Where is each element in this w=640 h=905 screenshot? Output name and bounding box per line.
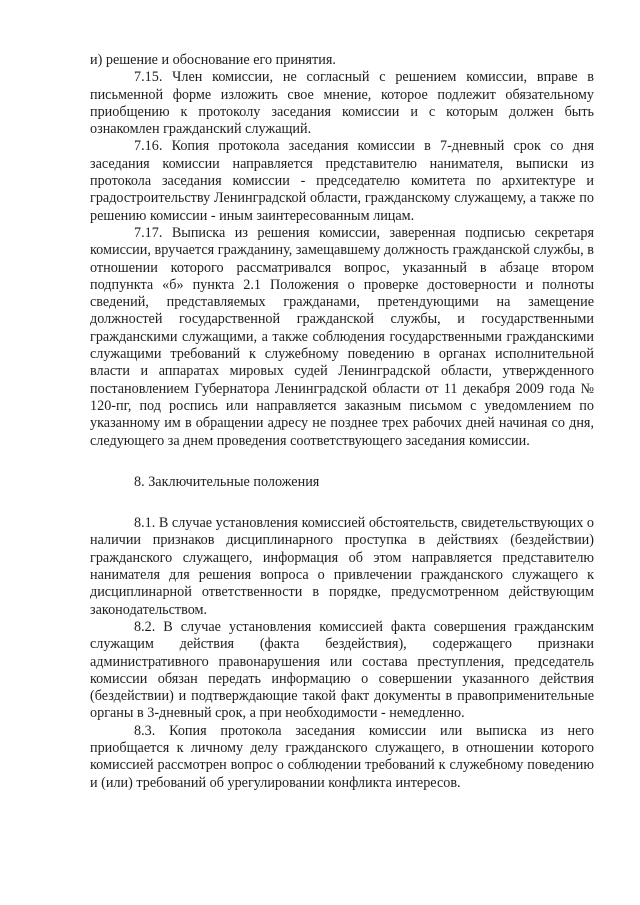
paragraph-7-15: 7.15. Член комиссии, не согласный с решением комиссии, вправе в письменной форме изложить свое мнение, которое подлежит обязательному приобщению к протоколу заседания комиссии и с которым должен быть ознакомлен гражданский служащий.	[90, 69, 594, 138]
paragraph-8-1: 8.1. В случае установления комиссией обстоятельств, свидетельствующих о наличии признаков дисциплинарного проступка в действиях (бездействии) гражданского служащего, информация об этом направляется представителю нанимателя для решения вопроса о привлечении гражданского служащего к дисциплинарной ответственности в порядке, предусмотренном действующим законодательством.	[90, 515, 594, 618]
paragraph-7-14-item-i: и) решение и обоснование его принятия.	[90, 52, 336, 68]
paragraph-7-16: 7.16. Копия протокола заседания комиссии в 7-дневный срок со дня заседания комиссии направляется представителю нанимателя, выписки из протокола заседания комиссии - председателю комитета по архитектуре и градостроительству Ленинградской области, гражданскому служащему, а также по решению комиссии - иным заинтересованным лицам.	[90, 138, 594, 224]
paragraph-8-3: 8.3. Копия протокола заседания комиссии или выписка из него приобщается к личному делу гражданского служащего, в отношении которого комиссией рассмотрен вопрос о соблюдении требований к служебному поведению и (или) требований об урегулировании конфликта интересов.	[90, 722, 594, 791]
paragraph-8-2: 8.2. В случае установления комиссией факта совершения гражданским служащим действия (факта бездействия), содержащего признаки административного правонарушения или состава преступления, председатель комиссии обязан передать информацию о совершении указанного действия (бездействии) и подтверждающие такой факт документы в правоприменительные органы в 3-дневный срок, а при необходимости - немедленно.	[90, 618, 594, 722]
document-content	[90, 52, 594, 792]
paragraph-7-17: 7.17. Выписка из решения комиссии, заверенная подписью секретаря комиссии, вручается гражданину, замещавшему должность гражданской службы, в отношении которого рассматривался вопрос, указанный в абзаце втором подпункта «б» пункта 2.1 Положения о проверке достоверности и полноты сведений, представляемых гражданами, претендующими на замещение должностей государственной гражданской службы, и государственными гражданскими служащими, а также соблюдения государственными гражданскими служащими требований к служебному поведению в органах исполнительной власти и аппаратах мировых судей Ленинградской области, утвержденного постановлением Губернатора Ленинградской области от 11 декабря 2009 года № 120-пг, под роспись или направляется заказным письмом с уведомлением по указанному им в обращении адресу не позднее трех рабочих дней начиная со дня, следующего за днем проведения соответствующего заседания комиссии.	[90, 224, 594, 449]
section-8-heading: 8. Заключительные положения	[134, 473, 320, 490]
